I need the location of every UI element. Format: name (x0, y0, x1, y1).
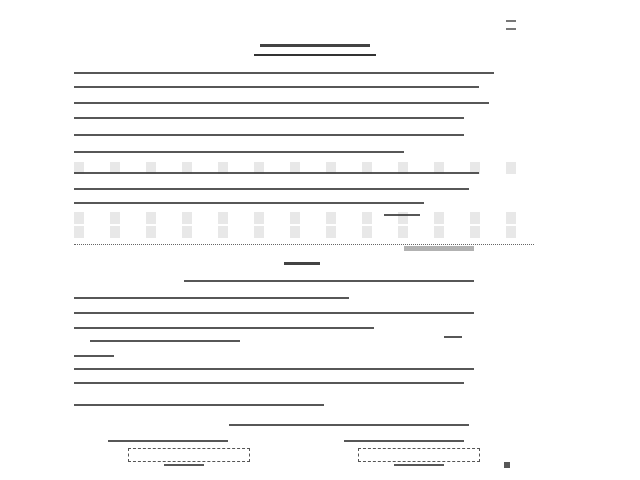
stamp-box-right (358, 448, 480, 462)
engine-row (74, 134, 464, 136)
ghosted-large-number (404, 246, 474, 251)
page-number-top (506, 20, 516, 30)
page-number-bottom (504, 462, 510, 468)
contract-row (74, 404, 324, 406)
signature-right (344, 440, 464, 442)
separator-line (74, 244, 534, 245)
possessor-id-row (74, 368, 474, 370)
signature-left (108, 440, 228, 442)
ownership-date-row (184, 280, 474, 282)
specs-row (74, 172, 479, 174)
weight-row-2 (74, 202, 424, 204)
registration-sheet (74, 12, 534, 474)
heading-underline (254, 54, 376, 56)
document-heading (260, 44, 370, 47)
owner-id-row (74, 312, 474, 314)
signature-row-1 (229, 424, 469, 426)
registration-row (74, 72, 494, 74)
owner-phone (444, 336, 462, 338)
ghost-marks-2 (74, 212, 534, 224)
vehicle-type-row (74, 86, 479, 88)
colour-chassis-row (74, 117, 464, 119)
owner-section-heading (284, 262, 320, 265)
stamp-box-left (128, 448, 250, 462)
weight-row-1 (74, 188, 469, 190)
possessor-heading (74, 355, 114, 357)
ghost-marks-3 (74, 226, 534, 238)
owner-address-row-2 (90, 340, 240, 342)
owner-name-row (74, 297, 349, 299)
reference-number (384, 214, 420, 216)
officer-title-left (164, 464, 204, 466)
owner-address-row-1 (74, 327, 374, 329)
officer-title-right (394, 464, 444, 466)
make-model-row (74, 102, 489, 104)
possessor-address-row (74, 382, 464, 384)
fuel-row (74, 151, 404, 153)
